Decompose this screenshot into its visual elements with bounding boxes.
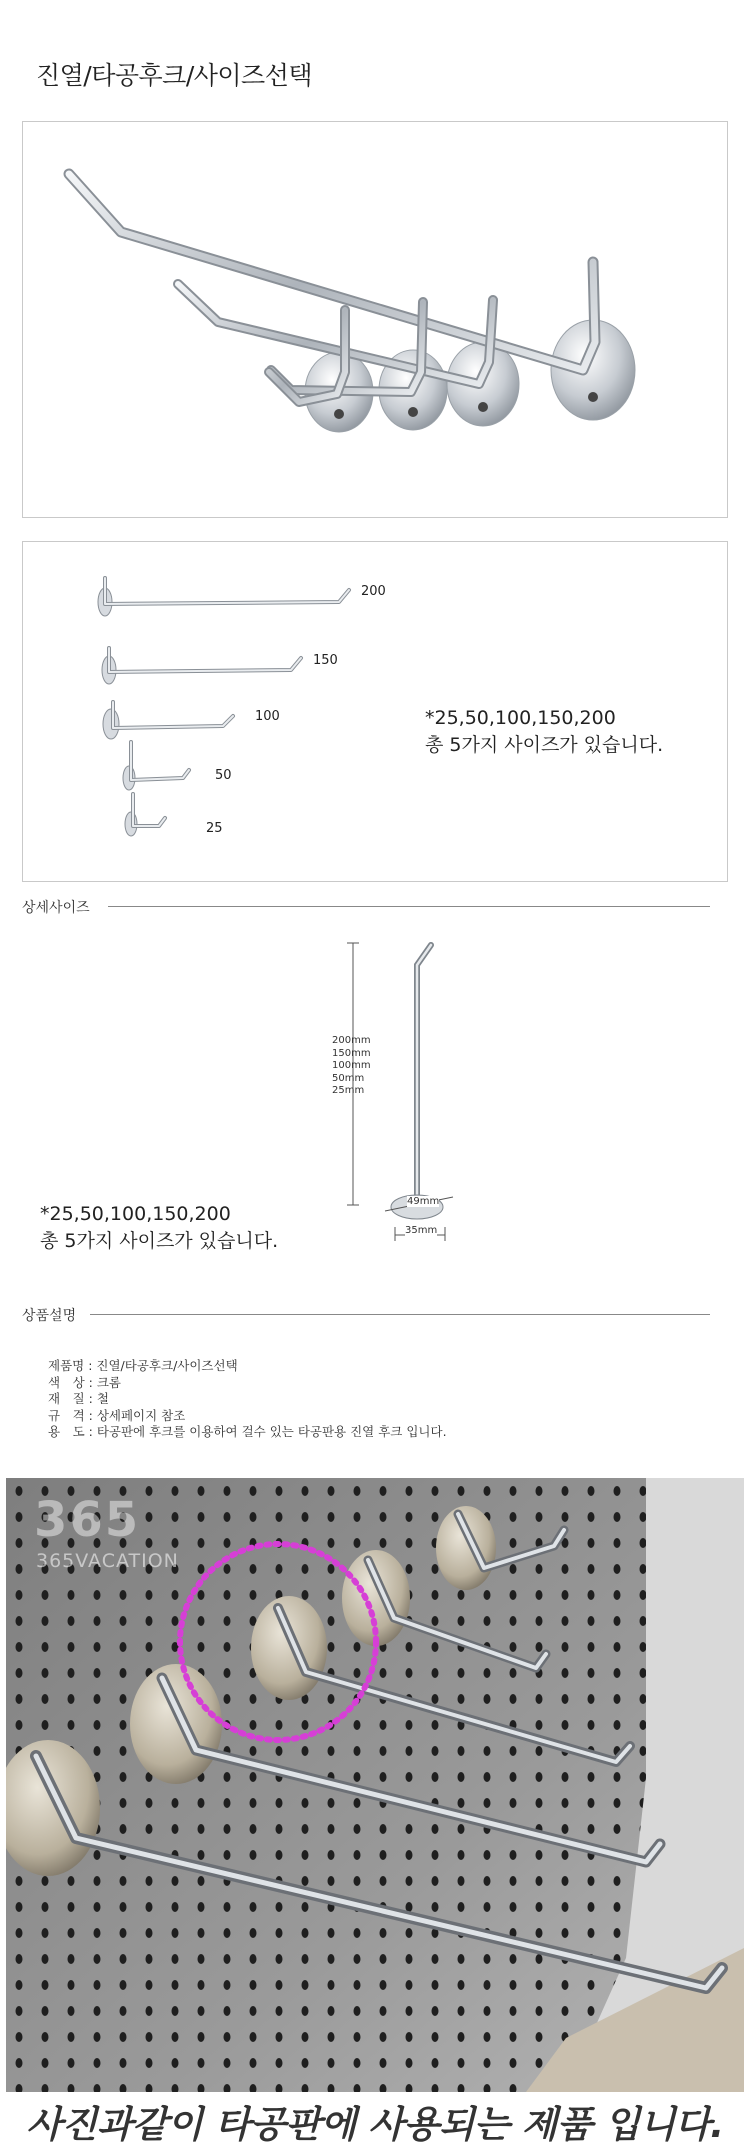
hook-plate [130, 1664, 222, 1784]
spec-value: 철 [96, 1391, 109, 1406]
watermark-number: 365 [34, 1492, 141, 1548]
length-dimension-list [332, 1035, 382, 1098]
length-150: 150mm [332, 1047, 371, 1059]
detail-size-note [40, 1201, 278, 1255]
size-label-200: 200 [361, 584, 386, 599]
plate-height-label: 49mm [407, 1196, 440, 1207]
product-desc-divider [90, 1314, 710, 1315]
size-note [425, 705, 663, 759]
spec-label: 용 도 [48, 1424, 85, 1439]
spec-value: 타공판에 후크를 이용하여 걸수 있는 타공판용 진열 후크 입니다. [96, 1424, 447, 1439]
spec-value: 상세페이지 참조 [96, 1407, 186, 1423]
usage-photo [6, 1478, 744, 2092]
hook-plate [251, 1596, 327, 1700]
spec-row: 재 질 : 철 [48, 1391, 109, 1406]
usage-caption: 사진과같이 타공판에 사용되는 제품 입니다. [26, 2103, 724, 2146]
size-label-25: 25 [206, 821, 223, 836]
spec-label: 규 격 [48, 1407, 85, 1423]
length-25: 25mm [332, 1085, 365, 1096]
spec-row: 용 도 : 타공판에 후크를 이용하여 걸수 있는 타공판용 진열 후크 입니다. [48, 1424, 447, 1439]
product-desc-title: 상품설명 [22, 1308, 77, 1324]
spec-label: 제품명 [48, 1358, 85, 1373]
dimension-diagram [325, 935, 475, 1270]
spec-row: 색 상 : 크롬 [48, 1374, 121, 1390]
plate-width-label: 35mm [405, 1225, 438, 1236]
spec-label: 재 질 [48, 1391, 85, 1406]
size-label-50: 50 [215, 768, 232, 783]
detail-size-title: 상세사이즈 [22, 900, 90, 916]
length-200: 200mm [332, 1035, 371, 1046]
spec-row: 제품명 : 진열/타공후크/사이즈선택 [48, 1358, 238, 1373]
size-note-line2: 총 5가지 사이즈가 있습니다. [425, 734, 664, 756]
hooks-illustration [23, 122, 727, 517]
hook-plate [436, 1506, 496, 1590]
size-note-line1: *25,50,100,150,200 [425, 707, 616, 729]
product-hero-image [22, 121, 728, 518]
detail-note-line2: 총 5가지 사이즈가 있습니다. [40, 1230, 279, 1252]
spec-row: 규 격 : 상세페이지 참조 [48, 1407, 186, 1423]
watermark-brand: 365VACATION [36, 1550, 179, 1572]
spec-list [48, 1358, 447, 1441]
page-title: 진열/타공후크/사이즈선택 [36, 61, 312, 90]
detail-size-divider [108, 906, 710, 907]
size-options-panel [22, 541, 728, 882]
length-50: 50mm [332, 1072, 365, 1084]
size-label-150: 150 [313, 653, 338, 668]
dimension-drawing [325, 935, 475, 1270]
size-label-100: 100 [255, 709, 280, 724]
spec-value: 진열/타공후크/사이즈선택 [96, 1358, 238, 1373]
detail-note-line1: *25,50,100,150,200 [40, 1203, 231, 1225]
length-100: 100mm [332, 1060, 371, 1071]
spec-label: 색 상 [48, 1374, 85, 1390]
spec-value: 크롬 [96, 1374, 121, 1390]
